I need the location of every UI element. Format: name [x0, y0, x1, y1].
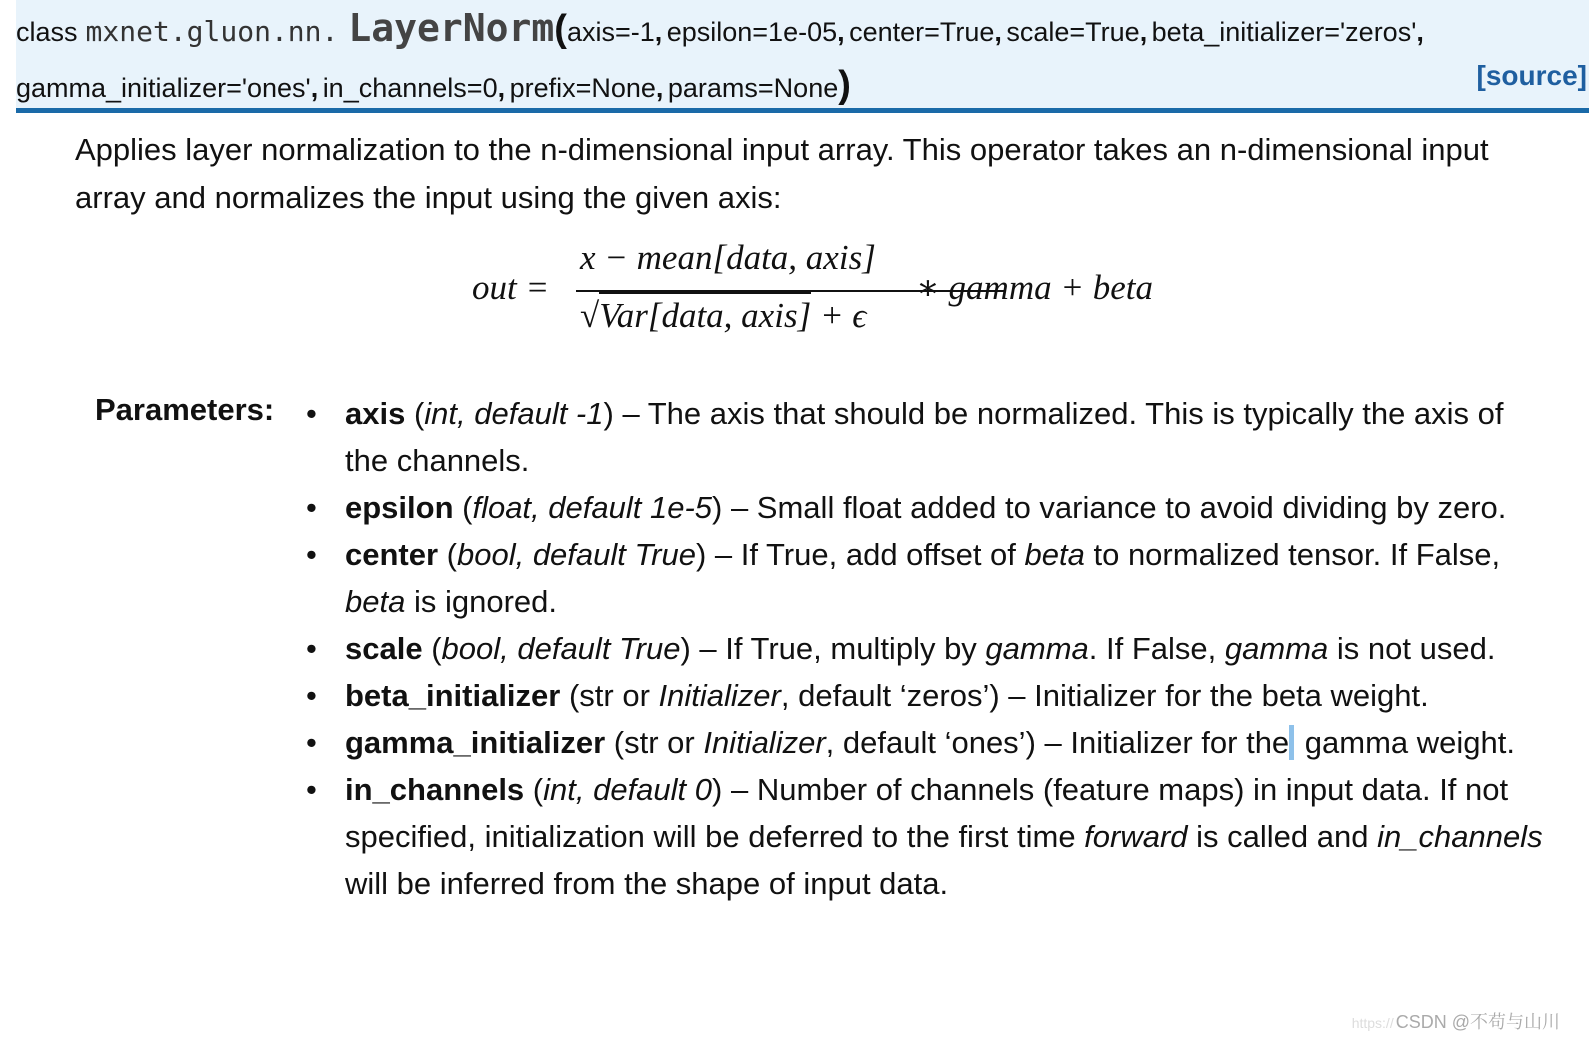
param-name: axis [345, 396, 406, 431]
param-name: gamma_initializer [345, 725, 606, 760]
module-path: mxnet.gluon.nn. [85, 15, 339, 48]
signature-arg: center=True [849, 17, 995, 47]
param-center [306, 531, 1546, 625]
arg-separator: , [994, 17, 1002, 47]
layernorm-formula [472, 238, 1192, 348]
sqrt-sign: √ [580, 296, 600, 335]
param-paren: , default ‘ones’) [825, 725, 1036, 760]
formula-denominator [580, 296, 866, 336]
param-desc: to normalized tensor. If False, [1084, 537, 1501, 572]
watermark-url: https:// [1351, 1015, 1394, 1031]
param-paren: , default ‘zeros’) [780, 678, 1000, 713]
param-paren: (str or [605, 725, 704, 760]
param-desc: – The axis that should be normalized. This is typically the axis of the channels. [345, 396, 1504, 478]
param-type: int, default -1 [424, 396, 604, 431]
param-name: epsilon [345, 490, 454, 525]
arg-separator: , [310, 73, 319, 103]
bullet: • [306, 631, 317, 666]
param-name: in_channels [345, 772, 525, 807]
arg-separator: , [1416, 17, 1424, 47]
class-keyword: class [16, 17, 78, 47]
param-beta-initializer [306, 672, 1546, 719]
param-desc: – Initializer for the [1035, 725, 1290, 760]
arg-separator: , [654, 17, 663, 47]
bullet: • [306, 396, 317, 431]
param-in-channels [306, 766, 1546, 907]
param-paren: ) [712, 490, 723, 525]
param-desc-emphasis: in_channels [1377, 819, 1543, 854]
param-name: beta_initializer [345, 678, 561, 713]
signature-arg: in_channels=0 [322, 73, 498, 103]
arg-separator: , [1139, 17, 1148, 47]
param-desc: . If False, [1088, 631, 1225, 666]
signature-arg: scale=True [1006, 17, 1140, 47]
param-desc-emphasis: beta [1024, 537, 1085, 572]
arg-separator: , [497, 73, 506, 103]
param-paren: ) [603, 396, 614, 431]
param-paren: ) [712, 772, 723, 807]
denominator-epsilon: + ϵ [811, 296, 867, 335]
param-type: float, default 1e-5 [472, 490, 713, 525]
parameters-list [306, 390, 1546, 907]
formula-numerator: x − mean[data, axis] [580, 238, 876, 277]
param-desc: – If True, add offset of [706, 537, 1025, 572]
param-desc: will be inferred from the shape of input data. [345, 866, 949, 901]
bullet: • [306, 725, 317, 760]
param-type: bool, default True [456, 537, 696, 572]
class-name: LayerNorm [348, 6, 555, 50]
param-desc: is not used. [1328, 631, 1496, 666]
class-signature [16, 0, 1589, 113]
bullet: • [306, 537, 317, 572]
signature-arg: prefix=None [509, 73, 656, 103]
param-paren: ( [405, 396, 425, 431]
param-desc: – Small float added to variance to avoid dividing by zero. [722, 490, 1507, 525]
bullet: • [306, 490, 317, 525]
signature-arg: gamma_initializer='ones' [16, 73, 311, 103]
param-desc-emphasis: beta [345, 584, 406, 619]
arg-separator: , [655, 73, 664, 103]
param-desc: is ignored. [405, 584, 557, 619]
open-paren: ( [554, 8, 567, 50]
param-paren: ) [680, 631, 691, 666]
param-desc-emphasis: gamma [985, 631, 1089, 666]
param-paren: ( [524, 772, 544, 807]
param-name: center [345, 537, 439, 572]
param-paren: ) [695, 537, 707, 572]
close-paren: ) [838, 64, 851, 106]
signature-arg: beta_initializer='zeros' [1151, 17, 1417, 47]
param-desc: is called and [1187, 819, 1378, 854]
signature-arg: epsilon=1e-05 [666, 17, 838, 47]
class-description: Applies layer normalization to the n-dimensional input array. This operator takes an n-dimensional input array and normalizes the input using the given axis: [75, 132, 1489, 215]
param-type: int, default 0 [543, 772, 713, 807]
param-name: scale [345, 631, 423, 666]
param-paren: ( [438, 537, 457, 572]
param-type: Initializer [703, 725, 826, 760]
bullet: • [306, 678, 317, 713]
param-scale [306, 625, 1546, 672]
signature-line-1 [16, 6, 1424, 51]
param-desc-emphasis: forward [1084, 819, 1188, 854]
param-paren: ( [453, 490, 473, 525]
formula-rhs: ∗ gamma + beta [916, 268, 1153, 307]
signature-line-2 [16, 64, 851, 107]
bullet: • [306, 772, 317, 807]
formula-lhs: out = [472, 268, 550, 307]
param-paren: (str or [560, 678, 659, 713]
param-desc: – Initializer for the beta weight. [999, 678, 1429, 713]
source-link[interactable]: [source] [1476, 60, 1587, 91]
param-desc-emphasis: gamma [1224, 631, 1329, 666]
watermark [1352, 1008, 1560, 1034]
sqrt-radicand: Var[data, axis] [599, 292, 811, 335]
param-type: bool, default True [441, 631, 681, 666]
param-axis [306, 390, 1546, 484]
param-type: Initializer [658, 678, 781, 713]
param-desc: – If True, multiply by [690, 631, 986, 666]
param-paren: ( [422, 631, 442, 666]
param-desc: – Number of channels (feature maps) in input data. If not specified, initialization will be deferred to the first time [345, 772, 1509, 854]
parameters-label: Parameters: [95, 392, 275, 427]
param-epsilon [306, 484, 1546, 531]
watermark-text: CSDN @不苟与山川 [1395, 1012, 1560, 1032]
text-cursor-highlight[interactable]: gamma weight. [1289, 725, 1515, 760]
signature-arg: axis=-1 [566, 17, 655, 47]
arg-separator: , [837, 17, 845, 47]
param-gamma-initializer [306, 719, 1546, 766]
signature-arg: params=None [667, 73, 839, 103]
